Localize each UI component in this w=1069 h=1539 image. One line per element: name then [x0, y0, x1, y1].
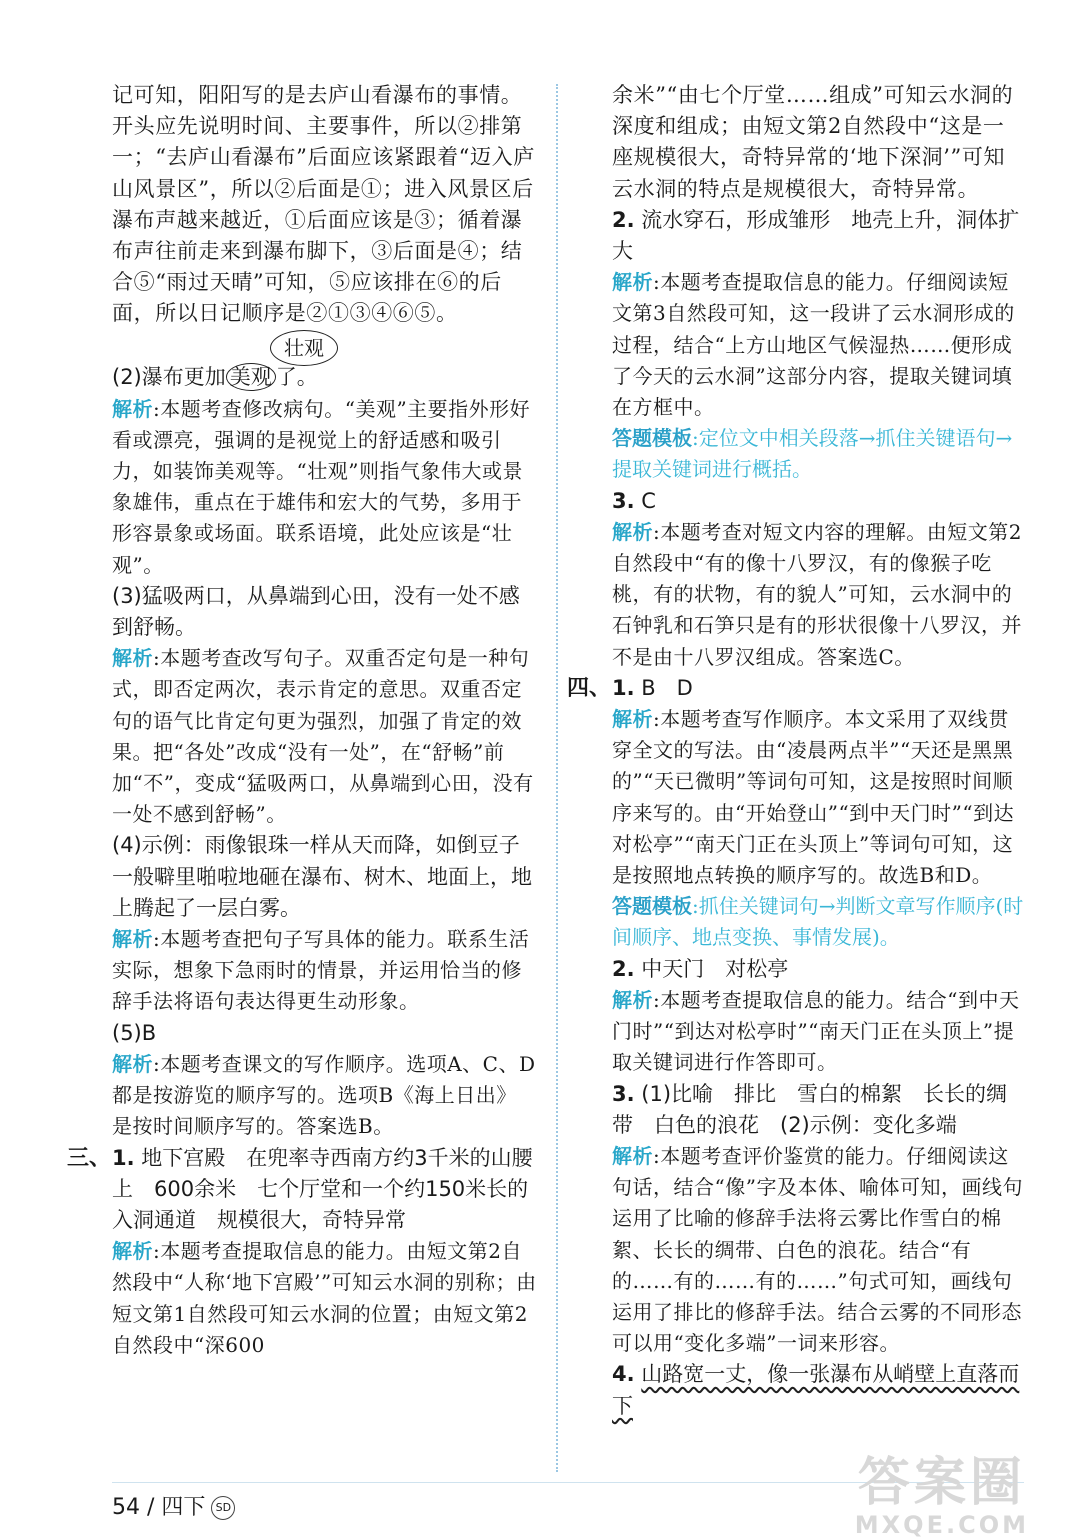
question-number: 4. — [612, 1362, 635, 1387]
q5-answer: (5)B — [112, 1020, 157, 1045]
s3q2-template — [612, 423, 1024, 485]
analysis-text: :本题考查课文的写作顺序。选项A、C、D都是按游览的顺序写的。选项B《海上日出》是按时间顺序写的。答案选B。 — [112, 1051, 536, 1139]
s4q2-analysis — [612, 985, 1024, 1079]
q2-before: (2)瀑布更加 — [112, 364, 226, 389]
s4q3-answer — [612, 1079, 1024, 1141]
s4q1-answer — [612, 673, 1024, 704]
analysis-tag: 解析 — [112, 1051, 153, 1076]
question-number: 3. — [612, 1081, 635, 1106]
s4q1-analysis — [612, 704, 1024, 891]
q2-analysis — [112, 394, 537, 581]
analysis-text: :本题考查评价鉴赏的能力。仔细阅读这句话，结合“像”字及本体、喻体可知，画线句运用了比喻的修辞手法将云雾比作雪白的棉絮、长长的绸带、白色的浪花。结合“有的……有的……有的……”句式可知，画线句运用了排比的修辞手法。结合云雾的不同形态可以用“变化多端”一词来形容。 — [612, 1143, 1023, 1356]
section-4 — [567, 673, 1024, 704]
analysis-tag: 解析 — [612, 987, 653, 1012]
s4q2-answer — [612, 954, 1024, 985]
template-text: :抓住关键词句→判断文章写作顺序(时间顺序、地点变换、事情发展)。 — [612, 894, 1024, 950]
paragraph-order-analysis: 记可知，阳阳写的是去庐山看瀑布的事情。开头应先说明时间、主要事件，所以②排第一；“去庐山看瀑布”后面应该紧跟着“迈入庐山风景区”，所以②后面是①；进入风景区后瀑布声越来越近，①后面应该是③；循着瀑布声往前走来到瀑布脚下，③后面是④；结合⑤“雨过天晴”可知，⑤应该排在⑥的后面，所以日记顺序是②①③④⑥⑤。 — [112, 83, 535, 326]
s3q3-analysis — [612, 517, 1024, 673]
analysis-text: :本题考查提取信息的能力。由短文第2自然段中“人称‘地下宫殿’”可知云水洞的别称；由短文第1自然段可知云水洞的位置；由短文第2自然段中“深600 — [112, 1239, 537, 1357]
question-number: 2. — [612, 207, 635, 232]
q4-analysis — [112, 924, 537, 1018]
q2-after: 了。 — [275, 364, 318, 389]
s4q4-answer — [612, 1359, 1024, 1421]
left-column — [67, 80, 537, 1361]
watermark-title: 答案圈 — [857, 1453, 1026, 1513]
continued-analysis: 余米”“由七个厅堂……组成”可知云水洞的深度和组成；由短文第2自然段中“这是一座规模很大，奇特异常的‘地下深洞’”可知云水洞的特点是规模很大，奇特异常。 — [612, 83, 1014, 201]
s3q2-answer — [612, 205, 1024, 267]
q4-answer: (4)示例：雨像银珠一样从天而降，如倒豆子一般噼里啪啦地砸在瀑布、树木、地面上，地上腾起了一层白雾。 — [112, 833, 532, 920]
q3-analysis — [112, 643, 537, 830]
watermark — [855, 1455, 1029, 1539]
template-tag: 答题模板 — [612, 426, 692, 451]
question-number: 2. — [612, 956, 635, 981]
section-4-label: 四、 — [567, 675, 612, 701]
analysis-text: :本题考查提取信息的能力。仔细阅读短文第3自然段可知，这一段讲了云水洞形成的过程，结合“上方山地区气候湿热……便形成了今天的云水洞”这部分内容，提取关键词填在方框中。 — [612, 270, 1015, 420]
underlined-answer: 山路宽一丈，像一张瀑布从峭壁上直落而下 — [612, 1362, 1020, 1418]
watermark-url: MXQE.COM — [854, 1511, 1029, 1539]
analysis-tag: 解析 — [112, 1239, 153, 1264]
column-divider — [556, 84, 558, 1472]
analysis-tag: 解析 — [612, 519, 653, 544]
answer-text: 流水穿石，形成雏形 地壳上升，洞体扩大 — [612, 207, 1020, 264]
template-tag: 答题模板 — [612, 894, 692, 919]
analysis-tag: 解析 — [112, 927, 153, 952]
analysis-text: :本题考查修改病句。“美观”主要指外形好看或漂亮，强调的是视觉上的舒适感和吸引力，如装饰美观等。“壮观”则指气象伟大或景象雄伟，重点在于雄伟和宏大的气势，多用于形容景象或场面。联系语境，此处应该是“壮观”。 — [112, 396, 531, 577]
q5-analysis — [112, 1049, 537, 1143]
analysis-tag: 解析 — [112, 396, 153, 421]
section-3-label: 三、 — [67, 1145, 112, 1171]
analysis-tag: 解析 — [612, 270, 653, 295]
s3q2-analysis — [612, 267, 1024, 423]
analysis-text: :本题考查提取信息的能力。结合“到中天门时”“到达对松亭时”“南天门正在头顶上”提取关键词进行作答即可。 — [612, 987, 1020, 1075]
analysis-text: :本题考查写作顺序。本文采用了双线贯穿全文的写法。由“凌晨两点半”“天还是黑黑的”“天已微明”等词句可知，这是按照时间顺序来写的。由“开始登山”“到中天门时”“到达对松亭”“南天门正在头顶上”等词句可知，这是按照地点转换的顺序写的。故选B和D。 — [612, 707, 1015, 888]
section-3 — [67, 1143, 537, 1361]
page-footer — [112, 1490, 235, 1521]
s3q1-analysis — [112, 1236, 537, 1361]
analysis-tag: 解析 — [112, 646, 153, 671]
analysis-text: :本题考查改写句子。双重否定句是一种句式，即否定两次，表示肯定的意思。双重否定句的语气比肯定句更为强烈，加强了肯定的效果。把“各处”改成“没有一处”，在“舒畅”前加“不”，变成“猛吸两口，从鼻端到心田，没有一处不感到舒畅”。 — [112, 646, 534, 827]
analysis-text: :本题考查对短文内容的理解。由短文第2自然段中“有的像十八罗汉，有的像猴子吃桃，有的状物，有的貌人”可知，云水洞中的石钟乳和石笋只是有的形状很像十八罗汉，并不是由十八罗汉组成。答案选C。 — [612, 519, 1022, 669]
s3q3-answer — [612, 486, 1024, 517]
s4q3-analysis — [612, 1141, 1024, 1359]
template-text: :定位文中相关段落→抓住关键语句→提取关键词进行概括。 — [612, 426, 1013, 482]
analysis-text: :本题考查把句子写具体的能力。联系生活实际，想象下急雨时的情景，并运用恰当的修辞手法将语句表达得更生动形象。 — [112, 927, 530, 1014]
correction-q2 — [112, 330, 537, 394]
answer-text: C — [634, 488, 656, 513]
q2-line — [112, 362, 318, 393]
edition-badge: SD — [211, 1496, 235, 1520]
correction-word: 壮观 — [270, 330, 338, 366]
answer-text: 中天门 对松亭 — [634, 956, 789, 981]
question-number: 1. — [612, 675, 635, 700]
q2-circled-word: 美观 — [226, 363, 276, 391]
question-number: 1. — [112, 1145, 135, 1170]
analysis-tag: 解析 — [612, 707, 653, 732]
q3-answer: (3)猛吸两口，从鼻端到心田，没有一处不感到舒畅。 — [112, 583, 520, 640]
right-column — [567, 80, 1024, 1422]
answer-text: B D — [634, 675, 693, 700]
s4q1-template — [612, 891, 1024, 953]
analysis-tag: 解析 — [612, 1143, 653, 1168]
question-number: 3. — [612, 488, 635, 513]
answer-text: (1)比喻 排比 雪白的棉絮 长长的绸带 白色的浪花 (2)示例：变化多端 — [612, 1081, 1008, 1137]
answer-text: 地下宫殿 在兜率寺西南方约3千米的山腰上 600余米 七个厅堂和一个约150米长的入洞通道 规模很大，奇特异常 — [112, 1145, 533, 1232]
s3q1-answer — [112, 1143, 537, 1237]
page-number: 54 / 四下 — [112, 1495, 206, 1520]
